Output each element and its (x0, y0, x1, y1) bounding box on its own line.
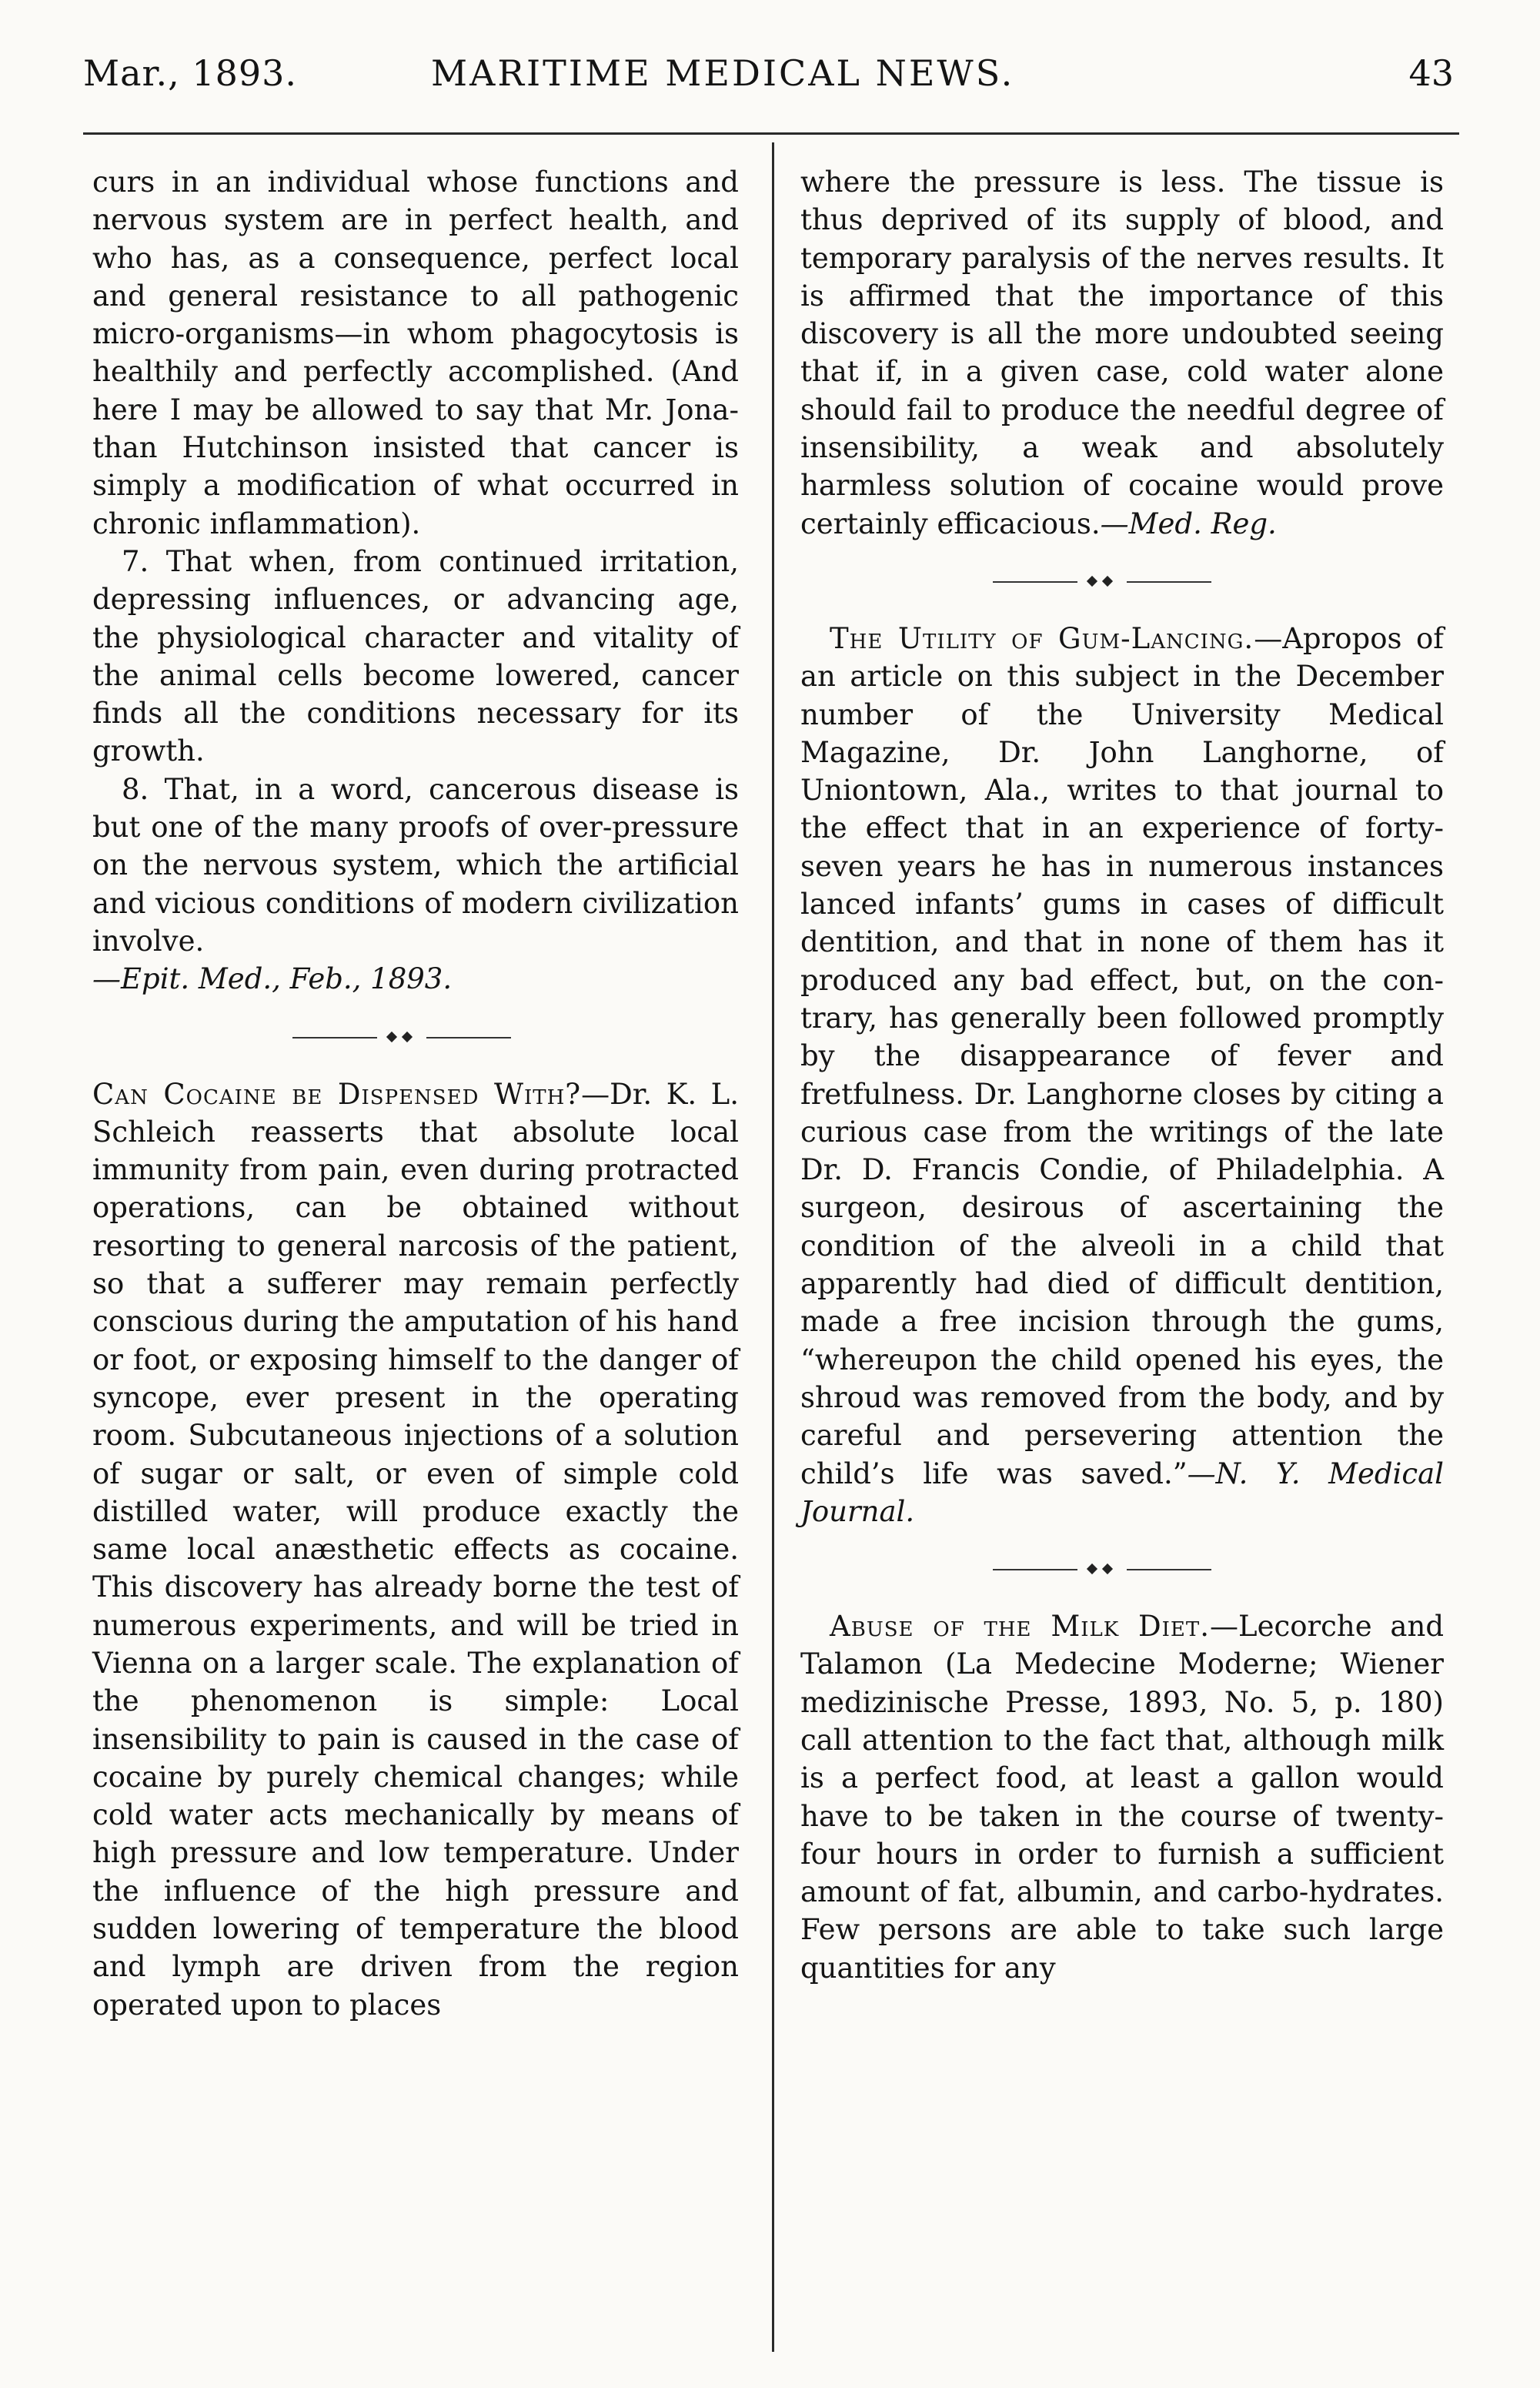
cocaine-continuation (800, 163, 1444, 543)
right-column (800, 163, 1444, 1987)
milk-diet-article (800, 1607, 1444, 1987)
cancer-source: —Epit. Med., Feb., 1893. (92, 962, 453, 996)
cocaine-continuation-text: where the pressure is less. The tissue is thus deprived of its supply of blood, and temporary paralysis of the nerves results. It is affirmed that the importance of this discovery is all the more undoubted seeing that if, in a given case, cold water alone should fail to produce the needful degree of insensibility, a weak and absolutely harmless solution of cocaine would prove certainly efficacious. (800, 166, 1444, 540)
left-column (92, 163, 739, 2024)
milk-diet-body: —Lecorche and Talamon (La Medecine Moderne; Wiener medizinische Presse, 1893, No. 5, p. 180) call attention to the fact that, although milk is a perfect food, at least a gallon would have to be taken in the course of twenty-four hours in order to furnish a sufficient amount of fat, albumin, and carbo-hydrates. Few persons are able to take such large quantities for any (800, 1610, 1445, 1985)
gum-lancing-body: —Apropos of an article on this subject in the December number of the University Medical Magazine, Dr. John Langhorne, of Uniontown, Ala., writes to that journal to the effect that in an experience of forty-seven years he has in numerous instances lanced infants’ gums in cases of difficult dentition, and that in none of them has it produced any bad effect, but, on the contrary, has generally been followed promptly by the disappearance of fever and fretfulness. Dr. Langhorne closes by citing a curious case from the writings of the late Dr. D. Francis Condie, of Philadelphia. A surgeon, desirous of ascertaining the condition of the alveoli in a child that apparently had died of difficult dentition, made a free incision through the gums, “whereupon the child opened his eyes, the shroud was removed from the body, and by careful and persevering attention the child’s life was saved.” (800, 621, 1444, 1490)
gum-lancing-article (800, 620, 1444, 1530)
section-ornament (800, 543, 1444, 620)
cancer-point-8: 8. That, in a word, cancerous disease is but one of the many proofs of over-pressure on the nervous system, which the artificial and vicious conditions of modern civilization involve. (92, 772, 739, 958)
section-ornament (92, 998, 739, 1075)
page-header (0, 0, 1540, 139)
page-number: 43 (1408, 52, 1454, 94)
milk-diet-title: Abuse of the Milk Diet. (830, 1610, 1211, 1644)
issue-date: Mar., 1893. (83, 52, 298, 94)
cocaine-article-body: —Dr. K. L. Schleich reasserts that absolute local immunity from pain, even during protracted operations, can be obtained without resorting to general narcosis of the patient, so that a sufferer may remain perfectly conscious during the amputation of his hand or foot, or exposing himself to the danger of syncope, ever present in the operating room. Subcutaneous injections of a solution of sugar or salt, or even of simple cold distilled water, will produce exactly the same local anæsthetic effects as cocaine. This discovery has already borne the test of numerous experiments, and will be tried in Vienna on a larger scale. The explanation of the phenomenon is simple: Local insensibility to pain is caused in the case of cocaine by purely chemical changes; while cold water acts mechanically by means of high pressure and low temperature. Under the influence of the high pressure and sudden lowering of temperature the blood and lymph are driven from the region operated upon to places (92, 1077, 739, 2022)
gum-lancing-source: —N. Y. Medical Journal. (800, 1457, 1444, 1528)
cocaine-article-title: Can Cocaine be Dispensed With? (92, 1077, 582, 1111)
header-rule (83, 132, 1459, 135)
column-divider (772, 142, 774, 2352)
cocaine-source: —Med. Reg. (1100, 507, 1277, 540)
cancer-continuation: curs in an individual whose functions and nervous system are in perfect health, and who has, as a consequence, perfect local and general resistance to all pathogenic micro-organisms—in whom phagocytosis is healthily and perfectly accomplished. (And here I may be allowed to say that Mr. Jonathan Hutchinson insisted that cancer is simply a modification of what occurred in chronic inflammation). (92, 166, 739, 540)
journal-title: MARITIME MEDICAL NEWS. (431, 52, 1015, 94)
cancer-point-7: 7. That when, from continued irritation, depressing influences, or advancing age, the physiological character and vitality of the animal cells become lowered, cancer finds all the conditions necessary for its growth. (92, 544, 739, 768)
gum-lancing-title: The Utility of Gum-Lancing. (830, 621, 1254, 655)
cocaine-article (92, 1075, 739, 2024)
section-ornament (800, 1530, 1444, 1607)
